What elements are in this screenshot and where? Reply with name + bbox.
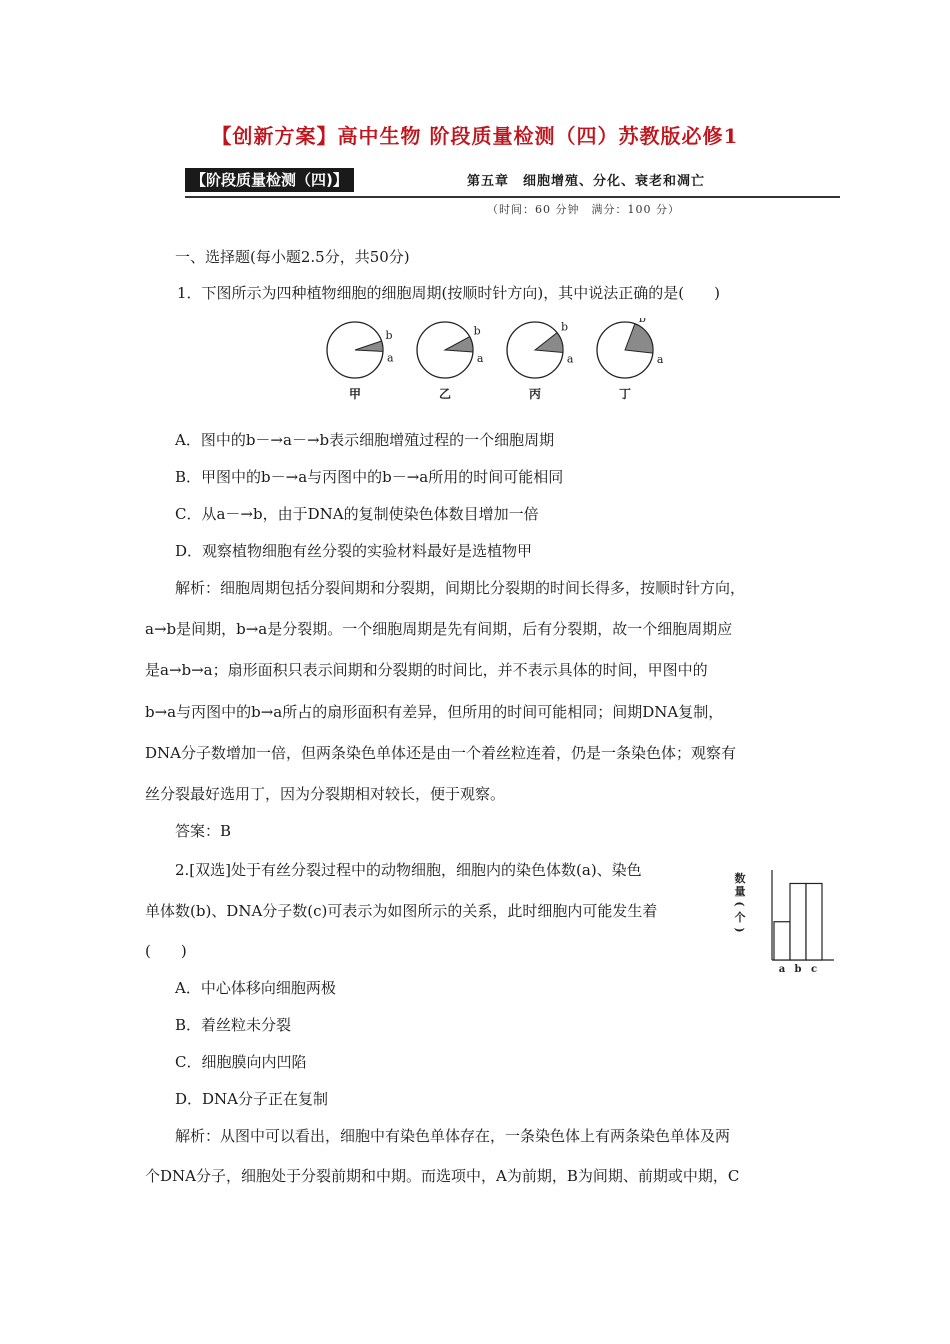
y-axis-label-char: 个 bbox=[734, 911, 746, 924]
label-a: a bbox=[386, 351, 394, 365]
page-title: 【创新方案】高中生物 阶段质量检测（四）苏教版必修1 bbox=[211, 124, 739, 148]
label-a: a bbox=[656, 353, 664, 367]
section-banner-tag: 【阶段质量检测（四)】 bbox=[185, 168, 354, 192]
cell-cycle-pies bbox=[318, 318, 678, 404]
tick-label: c bbox=[810, 964, 818, 975]
chromosome-bar-chart bbox=[730, 858, 840, 978]
q2-option-b: B．着丝粒未分裂 bbox=[175, 1016, 292, 1034]
y-axis-label-char: ( bbox=[733, 901, 746, 907]
bar-a bbox=[774, 922, 790, 960]
q2-option-c: C．细胞膜向内凹陷 bbox=[175, 1053, 307, 1071]
q1-answer: 答案：B bbox=[175, 822, 232, 840]
tick-label: a bbox=[778, 964, 786, 975]
q1-option-a: A．图中的b－→a－→b表示细胞增殖过程的一个细胞周期 bbox=[175, 431, 555, 449]
cell-name-label: 甲 bbox=[348, 387, 362, 401]
q2-stem-line: ( ) bbox=[145, 942, 187, 960]
label-b: b bbox=[385, 329, 393, 343]
y-axis-label-char: 量 bbox=[734, 885, 746, 898]
q1-analysis-line: b→a与丙图中的b→a所占的扇形面积有差异，但所用的时间可能相同；间期DNA复制， bbox=[145, 703, 724, 721]
q2-bar-chart bbox=[730, 858, 840, 978]
y-axis-label-char: ) bbox=[733, 927, 746, 933]
section-heading: 一、选择题(每小题2.5分，共50分) bbox=[175, 248, 410, 266]
q2-option-d: D．DNA分子正在复制 bbox=[175, 1090, 329, 1108]
chapter-heading: 第五章 细胞增殖、分化、衰老和凋亡 bbox=[467, 174, 706, 189]
cell-name-label: 丁 bbox=[618, 387, 632, 401]
q2-analysis-line: 解析：从图中可以看出，细胞中有染色单体存在，一条染色体上有两条染色单体及两 bbox=[175, 1127, 731, 1145]
bar-c bbox=[806, 883, 822, 960]
label-b: b bbox=[638, 318, 646, 325]
q1-analysis-line: 是a→b→a；扇形面积只表示间期和分裂期的时间比，并不表示具体的时间，甲图中的 bbox=[145, 661, 708, 679]
y-axis-label-char: 数 bbox=[734, 872, 746, 885]
time-info: （时间：60 分钟 满分：100 分） bbox=[487, 203, 680, 216]
q1-stem: 1．下图所示为四种植物细胞的细胞周期(按顺时针方向)，其中说法正确的是( ) bbox=[177, 284, 720, 302]
bar-b bbox=[790, 883, 806, 960]
q2-stem-line: 单体数(b)、DNA分子数(c)可表示为如图所示的关系，此时细胞内可能发生着 bbox=[145, 902, 658, 920]
q1-analysis-line: 解析：细胞周期包括分裂间期和分裂期，间期比分裂期的时间长得多，按顺时针方向， bbox=[175, 579, 746, 597]
q2-option-a: A．中心体移向细胞两极 bbox=[175, 979, 336, 997]
cell-name-label: 丙 bbox=[528, 387, 542, 401]
label-a: a bbox=[476, 351, 484, 365]
q1-option-c: C．从a－→b，由于DNA的复制使染色体数目增加一倍 bbox=[175, 505, 539, 523]
q1-option-d: D．观察植物细胞有丝分裂的实验材料最好是选植物甲 bbox=[175, 542, 533, 560]
q1-analysis-line: a→b是间期，b→a是分裂期。一个细胞周期是先有间期，后有分裂期，故一个细胞周期应 bbox=[145, 620, 733, 638]
q2-analysis-line: 个DNA分子，细胞处于分裂前期和中期。而选项中，A为前期，B为间期、前期或中期，C bbox=[145, 1167, 740, 1185]
q1-option-b: B．甲图中的b－→a与丙图中的b－→a所用的时间可能相同 bbox=[175, 468, 564, 486]
q1-analysis-line: 丝分裂最好选用丁，因为分裂期相对较长，便于观察。 bbox=[145, 785, 506, 803]
tick-label: b bbox=[794, 964, 802, 975]
label-b: b bbox=[561, 320, 569, 334]
q1-cell-cycle-figure bbox=[318, 318, 678, 404]
label-a: a bbox=[566, 352, 574, 366]
header-divider bbox=[185, 196, 840, 198]
cell-name-label: 乙 bbox=[438, 387, 452, 401]
q1-analysis-line: DNA分子数增加一倍，但两条染色单体还是由一个着丝粒连着，仍是一条染色体；观察有 bbox=[145, 744, 736, 762]
q2-stem-line: 2.[双选]处于有丝分裂过程中的动物细胞，细胞内的染色体数(a)、染色 bbox=[175, 861, 642, 879]
label-b: b bbox=[473, 324, 481, 338]
